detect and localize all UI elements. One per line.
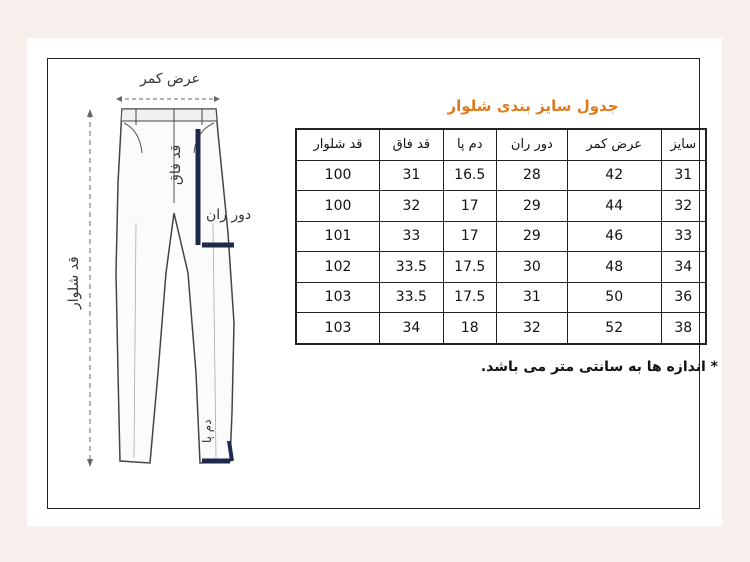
cell-size: 31 (661, 160, 706, 191)
cell-waist: 44 (567, 191, 661, 222)
cell-hem: 16.5 (443, 160, 496, 191)
cell-rise: 31 (380, 160, 444, 191)
units-note: * اندازه ها به سانتی متر می باشد. (480, 359, 718, 375)
cell-hem: 17 (443, 221, 496, 252)
length-arrow-top-head (87, 109, 93, 117)
cell-length: 100 (296, 160, 380, 191)
waist-label: عرض کمر (140, 71, 200, 87)
table-row (296, 191, 706, 222)
size-chart-frame (47, 58, 718, 509)
table-row (296, 221, 706, 252)
header-length: قد شلوار (296, 129, 380, 160)
cell-waist: 50 (567, 282, 661, 313)
cell-rise: 33.5 (380, 282, 444, 313)
size-table (295, 128, 707, 345)
waist-arrow-left-head (116, 96, 122, 102)
length-arrow-bottom-head (87, 459, 93, 467)
waistband (121, 109, 217, 121)
length-label: قد شلوار (66, 256, 82, 309)
cell-rise: 34 (380, 313, 444, 344)
cell-length: 103 (296, 282, 380, 313)
cell-rise: 32 (380, 191, 444, 222)
cell-length: 100 (296, 191, 380, 222)
chart-title: جدول سایز بندی شلوار (447, 97, 619, 115)
cell-hem: 17.5 (443, 282, 496, 313)
rise-label: قد فاق (168, 144, 184, 185)
cell-size: 36 (661, 282, 706, 313)
cell-thigh: 32 (496, 313, 567, 344)
cell-thigh: 29 (496, 221, 567, 252)
cell-hem: 17.5 (443, 252, 496, 283)
table-row (296, 160, 706, 191)
table-row (296, 282, 706, 313)
cell-hem: 18 (443, 313, 496, 344)
size-chart-sheet (27, 38, 722, 526)
header-rise: قد فاق (380, 129, 444, 160)
header-waist: عرض کمر (567, 129, 661, 160)
pants-diagram (78, 73, 268, 493)
cell-length: 101 (296, 221, 380, 252)
waist-arrow-right-head (214, 96, 220, 102)
table-row (296, 313, 706, 344)
cell-waist: 42 (567, 160, 661, 191)
cell-rise: 33 (380, 221, 444, 252)
header-size: سایز (661, 129, 706, 160)
cell-size: 33 (661, 221, 706, 252)
table-header-row (296, 129, 706, 160)
cell-length: 102 (296, 252, 380, 283)
cell-size: 34 (661, 252, 706, 283)
cell-rise: 33.5 (380, 252, 444, 283)
header-thigh: دور ران (496, 129, 567, 160)
cell-size: 38 (661, 313, 706, 344)
cell-thigh: 28 (496, 160, 567, 191)
cell-thigh: 30 (496, 252, 567, 283)
cell-size: 32 (661, 191, 706, 222)
table-row (296, 252, 706, 283)
hem-label: دم پا (200, 419, 214, 443)
cell-thigh: 31 (496, 282, 567, 313)
cell-thigh: 29 (496, 191, 567, 222)
cell-waist: 46 (567, 221, 661, 252)
thigh-label: دور ران (206, 207, 252, 223)
header-hem: دم پا (443, 129, 496, 160)
cell-waist: 48 (567, 252, 661, 283)
cell-length: 103 (296, 313, 380, 344)
cell-hem: 17 (443, 191, 496, 222)
cell-waist: 52 (567, 313, 661, 344)
